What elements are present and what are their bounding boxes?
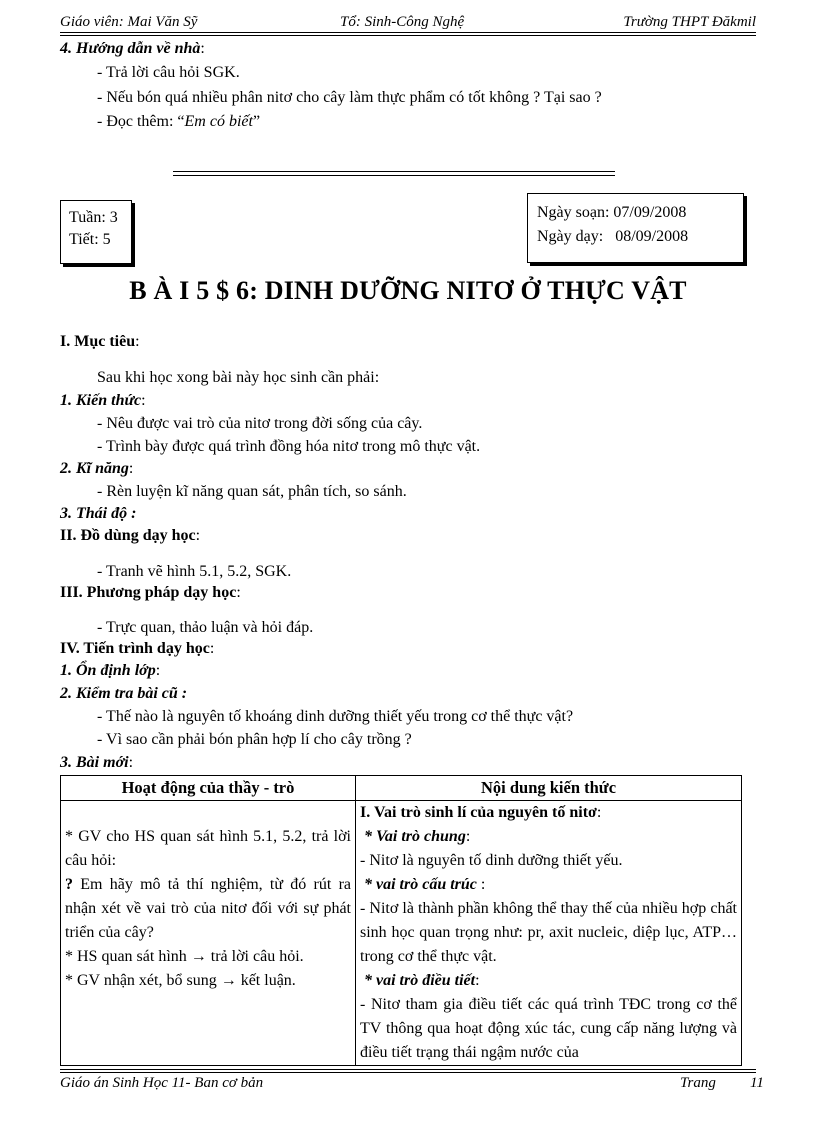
process-heading: IV. Tiến trình dạy học:: [60, 640, 215, 657]
gv-conclusion: * GV nhận xét, bổ sung → kết luận.: [65, 972, 296, 989]
week-box: [60, 200, 132, 264]
period-label: Tiết: 5: [69, 231, 111, 248]
new-lesson-heading: 3. Bài mới:: [60, 754, 134, 771]
objectives-heading: I. Mục tiêu:: [60, 333, 140, 350]
check-item-1: - Thế nào là nguyên tố khoáng dinh dưỡng thiết yếu trong cơ thể thực vật?: [97, 708, 574, 725]
homework-read-more: - Đọc thêm: “Em có biết”: [97, 113, 261, 130]
methods-heading: III. Phương pháp dạy học:: [60, 584, 241, 601]
page-footer: [60, 1075, 764, 1092]
footer-page-label: Trang: [680, 1075, 716, 1091]
knowledge-item-1: - Nêu được vai trò của nitơ trong đời sống của cây.: [97, 415, 423, 432]
taught-date: Ngày dạy: 08/09/2008: [537, 228, 689, 245]
regulatory-role-text: - Nitơ tham gia điều tiết các quá trình TĐC trong cơ thể TV thông qua hoạt động xúc tác, cung cấp năng lượng và điều tiết trạng thái ngậm nước của: [360, 996, 737, 1061]
skills-heading: 2. Kĩ năng:: [60, 460, 134, 477]
footer-course: Giáo án Sinh Học 11- Ban cơ bản: [60, 1075, 264, 1091]
week-label: Tuần: 3: [69, 209, 118, 226]
header-rule: [60, 32, 756, 33]
header-teacher: Giáo viên: Mai Văn Sỹ: [60, 14, 198, 30]
hs-response: * HS quan sát hình → trả lời câu hỏi.: [65, 948, 304, 965]
objectives-intro: Sau khi học xong bài này học sinh cần phải:: [97, 369, 380, 386]
structural-role-heading: * vai trò cấu trúc :: [364, 876, 486, 893]
content-cell: [356, 801, 742, 1066]
section-separator: [173, 171, 615, 172]
lesson-table: [60, 775, 742, 1066]
knowledge-item-2: - Trình bày được quá trình đồng hóa nitơ trong mô thực vật.: [97, 438, 481, 455]
col-header-activity: Hoạt động của thầy - trò: [61, 776, 356, 801]
date-box: [527, 193, 744, 263]
gv-instruction: * GV cho HS quan sát hình 5.1, 5.2, trả lời câu hỏi:: [65, 828, 351, 869]
regulatory-role-heading: * vai trò điều tiết:: [364, 972, 480, 989]
methods-item: - Trực quan, thảo luận và hỏi đáp.: [97, 619, 314, 636]
header-department: Tổ: Sinh-Công Nghệ: [340, 14, 465, 30]
footer-page-number: 11: [750, 1075, 764, 1091]
materials-item: - Tranh vẽ hình 5.1, 5.2, SGK.: [97, 563, 292, 580]
prepared-date: Ngày soạn: 07/09/2008: [537, 204, 687, 221]
section-separator-thin: [173, 175, 615, 176]
knowledge-heading: 1. Kiến thức:: [60, 392, 146, 409]
header-rule-thin: [60, 35, 756, 36]
structural-role-text: - Nitơ là thành phần không thể thay thế của nhiều hợp chất sinh học quan trọng như: pr, axit nucleic, diệp lục, ATP… trong cơ thể thực vật.: [360, 900, 737, 965]
header-school: Trường THPT Đăkmil: [623, 14, 756, 30]
homework-item-2: - Nếu bón quá nhiều phân nitơ cho cây làm thực phẩm có tốt không ? Tại sao ?: [97, 89, 602, 106]
question: ? Em hãy mô tả thí nghiệm, từ đó rút ra nhận xét về vai trò của nitơ đối với sự phát triển của cây?: [65, 876, 351, 941]
lesson-title: B À I 5 $ 6: DINH DƯỠNG NITƠ Ở THỰC VẬT: [129, 276, 687, 305]
general-role-heading: * Vai trò chung:: [364, 828, 471, 845]
table-row: [61, 801, 742, 1066]
activity-cell: [61, 801, 356, 1066]
footer-rule: [60, 1069, 756, 1070]
skills-item-1: - Rèn luyện kĩ năng quan sát, phân tích, so sánh.: [97, 483, 407, 500]
col-header-content: Nội dung kiến thức: [356, 776, 742, 801]
materials-heading: II. Đồ dùng dạy học:: [60, 527, 201, 544]
general-role-text: - Nitơ là nguyên tố dinh dưỡng thiết yếu.: [360, 852, 623, 869]
check-heading: 2. Kiểm tra bài cũ :: [60, 685, 188, 702]
footer-rule-thin: [60, 1072, 756, 1073]
homework-item-1: - Trả lời câu hỏi SGK.: [97, 64, 240, 81]
table-header-row: [61, 776, 742, 801]
homework-heading: 4. Hướng dẫn về nhà:: [60, 40, 205, 57]
stabilize-heading: 1. Ổn định lớp:: [60, 662, 161, 679]
section-heading: I. Vai trò sinh lí của nguyên tố nitơ:: [360, 804, 602, 821]
attitude-heading: 3. Thái độ :: [60, 505, 137, 522]
check-item-2: - Vì sao cần phải bón phân hợp lí cho cây trồng ?: [97, 731, 412, 748]
page-header: [60, 12, 756, 34]
